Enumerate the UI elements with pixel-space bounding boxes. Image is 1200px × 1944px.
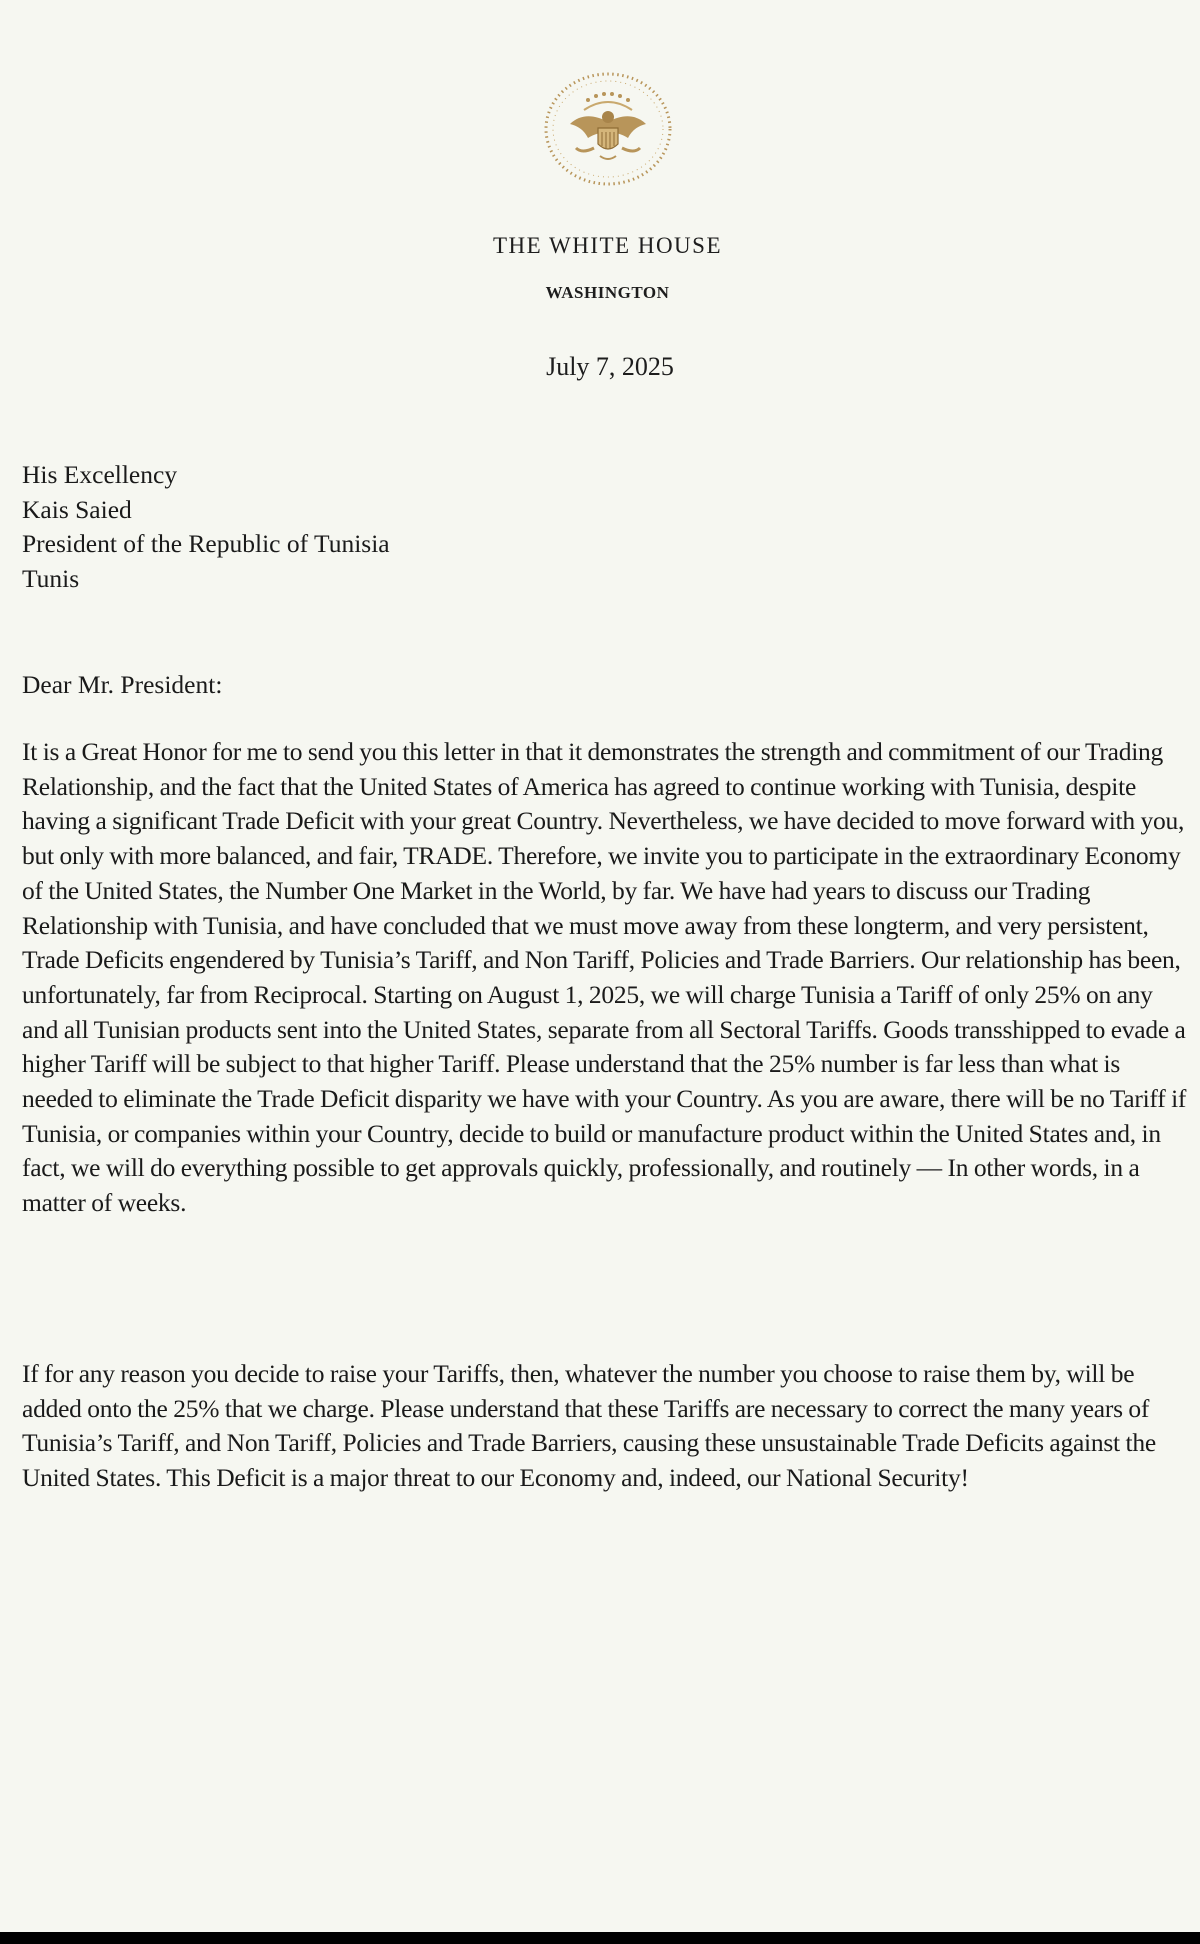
recipient-name: Kais Saied bbox=[22, 494, 132, 524]
letter-date: July 7, 2025 bbox=[546, 352, 674, 381]
recipient-city: Tunis bbox=[22, 563, 80, 593]
presidential-seal-icon bbox=[542, 70, 674, 188]
body-paragraph-1: It is a Great Honor for me to send you this letter in that it demonstrates the strength and commitment of our Trading Relationship, and the fact that the United States of America has agreed to continue working with Tunisia, despite having a significant Trade Deficit with your great Country. Nevertheless, we have decided to move forward with you, but only with more balanced, and fair, TRADE. Therefore, we invite you to participate in the extraordinary Economy of the United States, the Number One Market in the World, by far. We have had years to discuss our Trading Relationship with Tunisia, and have concluded that we must move away from these longterm, and very persistent, Trade Deficits engendered by Tunisia’s Tariff, and Non Tariff, Policies and Trade Barriers. Our relationship has been, unfortunately, far from Reciprocal. Starting on August 1, 2025, we will charge Tunisia a Tariff of only 25% on any and all Tunisian products sent into the United States, separate from all Sectoral Tariffs. Goods transshipped to evade a higher Tariff will be subject to that higher Tariff. Please understand that the 25% number is far less than what is needed to eliminate the Trade Deficit disparity we have with your Country. As you are aware, there will be no Tariff if Tunisia, or companies within your Country, decide to build or manufacture product within the United States and, in fact, we will do everything possible to get approvals quickly, professionally, and routinely — In other words, in a matter of weeks. bbox=[22, 737, 1187, 1218]
letterhead-organization: THE WHITE HOUSE bbox=[492, 233, 723, 258]
recipient-title: His Excellency bbox=[22, 460, 178, 489]
body-paragraph-2: If for any reason you decide to raise your Tariffs, then, whatever the number you choose to raise them by, will be added onto the 25% that we charge. Please understand that these Tariffs are necessary to correct the many years of Tunisia’s Tariff, and Non Tariff, Policies and Trade Barriers, causing these unsustainable Trade Deficits against the United States. This Deficit is a major threat to our Economy and, indeed, our National Security! bbox=[22, 1359, 1156, 1493]
salutation: Dear Mr. President: bbox=[22, 670, 223, 699]
letterhead-city: WASHINGTON bbox=[545, 283, 670, 302]
recipient-address bbox=[22, 458, 1192, 596]
bottom-border bbox=[0, 1932, 1200, 1944]
recipient-position: President of the Republic of Tunisia bbox=[22, 529, 390, 558]
